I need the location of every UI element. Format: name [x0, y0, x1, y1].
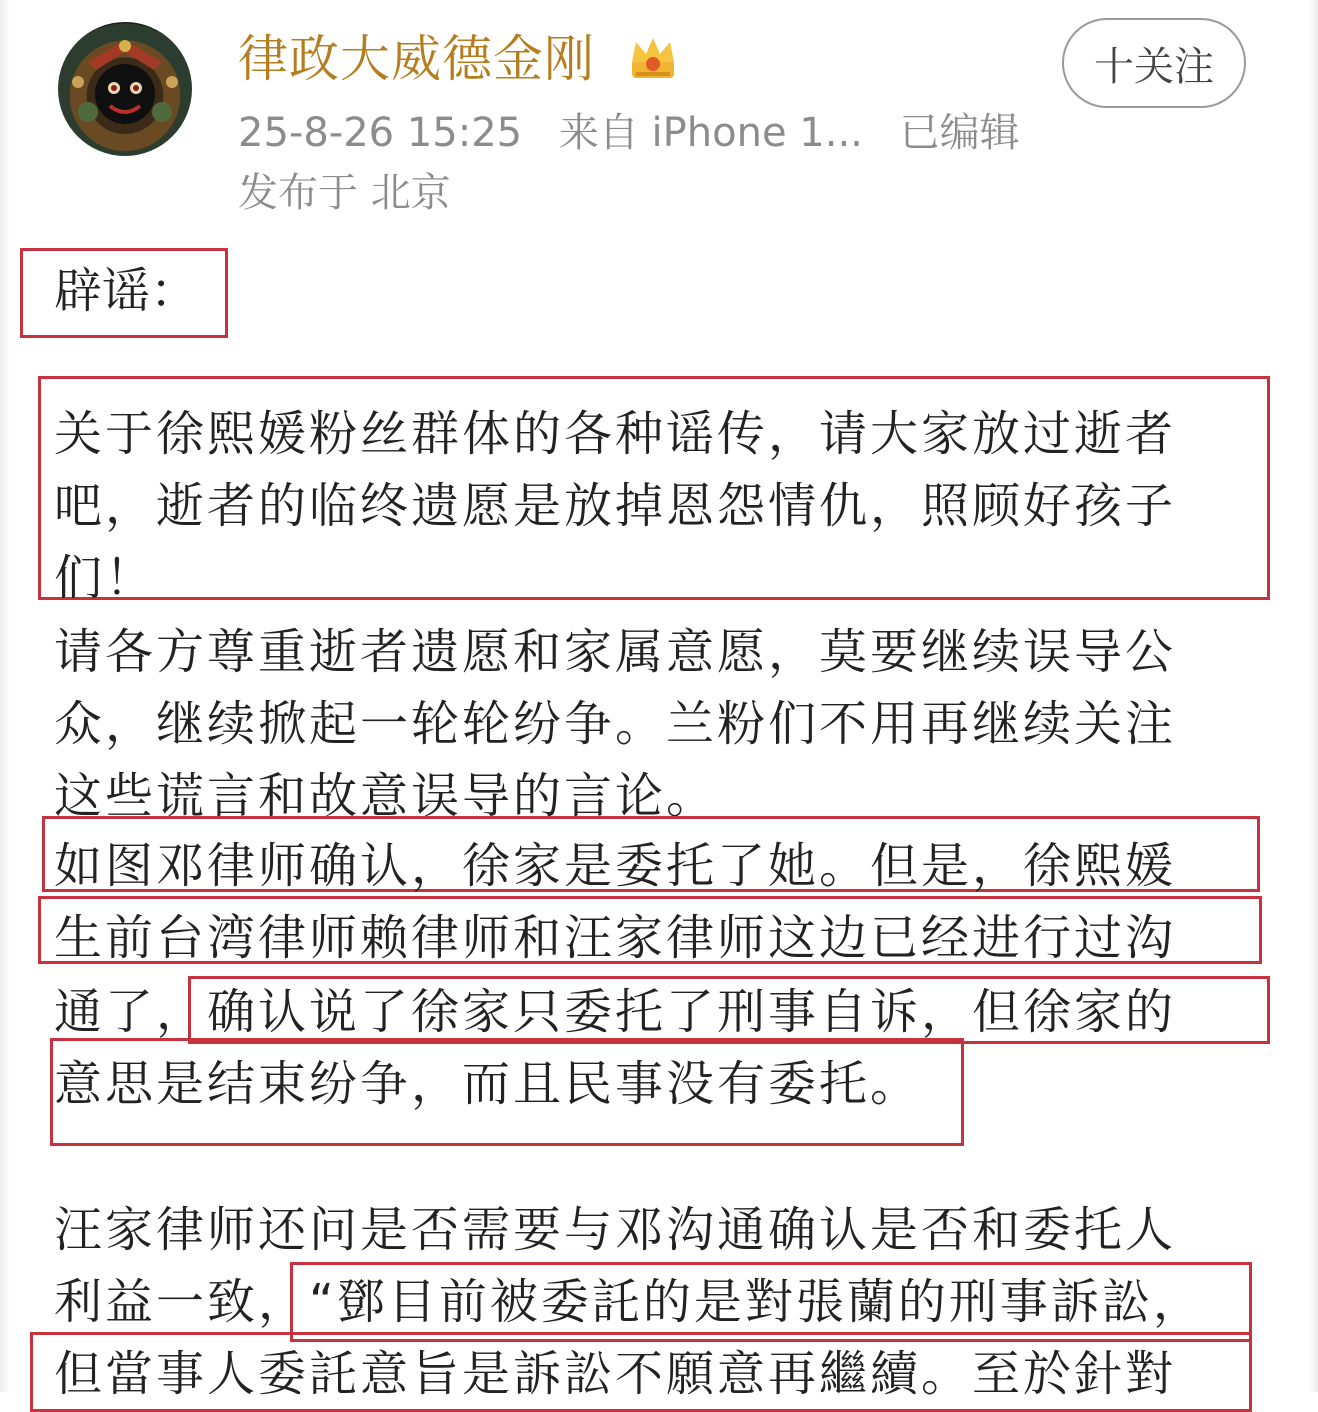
- body-line: 汪家律师还问是否需要与邓沟通确认是否和委托人: [54, 1202, 1177, 1258]
- body-line: 们！: [54, 550, 157, 606]
- avatar[interactable]: [58, 22, 192, 156]
- body-line: 众，继续掀起一轮轮纷争。兰粉们不用再继续关注: [54, 696, 1177, 752]
- body-line: 通了，确认说了徐家只委托了刑事自诉，但徐家的: [54, 984, 1177, 1040]
- left-edge: [0, 0, 10, 1392]
- body-line: 吧，逝者的临终遗愿是放掉恩怨情仇，照顾好孩子: [54, 478, 1177, 534]
- body-line: 生前台湾律师赖律师和汪家律师这边已经进行过沟: [54, 910, 1177, 966]
- post-location: 发布于 北京: [238, 170, 451, 216]
- body-line: 但當事人委託意旨是訴訟不願意再繼續。至於針對: [54, 1346, 1177, 1402]
- edited-label[interactable]: 已编辑: [899, 110, 1020, 156]
- body-line: 请各方尊重逝者遗愿和家属意愿，莫要继续误导公: [54, 624, 1177, 680]
- body-line: 关于徐熙媛粉丝群体的各种谣传，请大家放过逝者: [54, 406, 1177, 462]
- body-line: 这些谎言和故意误导的言论。: [54, 768, 718, 824]
- body-line: 意思是结束纷争，而且民事没有委托。: [54, 1056, 922, 1112]
- post-source[interactable]: 来自 iPhone 1...: [558, 110, 863, 156]
- body-line: 利益一致，“鄧目前被委託的是對張蘭的刑事訴訟，: [54, 1274, 1204, 1330]
- post-date: 25-8-26 15:25: [238, 110, 523, 156]
- right-edge: [1308, 0, 1318, 1392]
- body-line: 如图邓律师确认，徐家是委托了她。但是，徐熙媛: [54, 838, 1177, 894]
- username[interactable]: 律政大威德金刚: [238, 30, 595, 88]
- post-meta: [238, 106, 1044, 160]
- crown-icon: [626, 34, 680, 82]
- post-heading: 辟谣：: [54, 263, 199, 319]
- avatar-image: [58, 22, 192, 156]
- follow-button[interactable]: 十关注: [1062, 18, 1246, 108]
